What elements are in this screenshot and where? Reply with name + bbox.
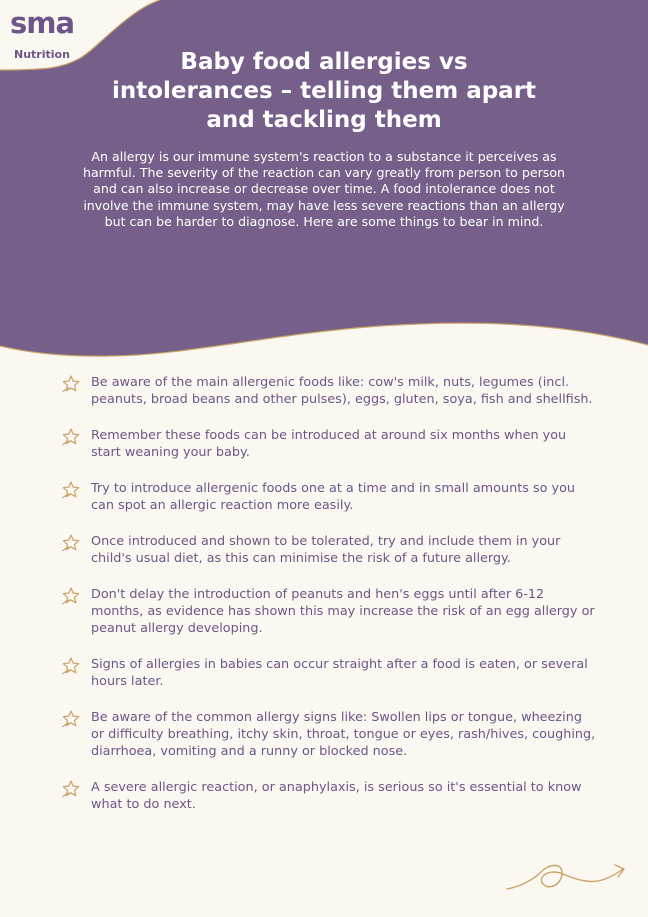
star-icon (61, 533, 81, 553)
tip-text: Be aware of the common allergy signs like: Swollen lips or tongue, wheezing or difficulty breathing, itchy skin, throat, tongue or eyes, rash/hives, coughing, diarrhoea, vomiting and a runny or blocked nose. (91, 710, 596, 759)
tip-item (58, 656, 598, 690)
logo-subtitle: Nutrition (14, 48, 70, 61)
tip-item (58, 427, 598, 461)
tip-text: Try to introduce allergenic foods one at a time and in small amounts so you can spot an allergic reaction more easily. (91, 481, 576, 513)
tip-item (58, 480, 598, 514)
tip-item (58, 533, 598, 567)
tip-item (58, 709, 598, 760)
star-icon (61, 427, 81, 447)
star-icon (61, 779, 81, 799)
decorative-swirl (505, 853, 630, 901)
tip-text: Remember these foods can be introduced at around six months when you start weaning your baby. (91, 428, 567, 460)
tip-text: Be aware of the main allergenic foods like: cow's milk, nuts, legumes (incl. peanuts, broad beans and other pulses), eggs, gluten, soya, fish and shellfish. (91, 375, 593, 407)
intro-paragraph: An allergy is our immune system's reaction to a substance it perceives as harmful. The severity of the reaction can vary greatly from person to person and can also increase or decrease over time. A food intolerance does not involve the immune system, may have less severe reactions than an allergy but can be harder to diagnose. Here are some things to bear in mind. (82, 149, 566, 229)
page-title: Baby food allergies vs intolerances – telling them apart and tackling them (111, 49, 537, 133)
tip-text: Don't delay the introduction of peanuts and hen's eggs until after 6-12 months, as evidence has shown this may increase the risk of an egg allergy or peanut allergy developing. (91, 587, 595, 636)
star-icon (61, 374, 81, 394)
star-icon (61, 709, 81, 729)
tip-item (58, 586, 598, 637)
tip-text: A severe allergic reaction, or anaphylaxis, is serious so it's essential to know what to do next. (91, 780, 582, 812)
star-icon (61, 480, 81, 500)
tip-text: Once introduced and shown to be tolerated, try and include them in your child's usual diet, as this can minimise the risk of a future allergy. (91, 534, 561, 566)
tip-item (58, 374, 598, 408)
sma-nutrition-logo (0, 0, 90, 70)
star-icon (61, 656, 81, 676)
star-icon (61, 586, 81, 606)
tips-list (58, 374, 598, 813)
tip-text: Signs of allergies in babies can occur straight after a food is eaten, or several hours later. (91, 657, 588, 689)
logo-wordmark: sma (10, 6, 75, 40)
tip-item (58, 779, 598, 813)
